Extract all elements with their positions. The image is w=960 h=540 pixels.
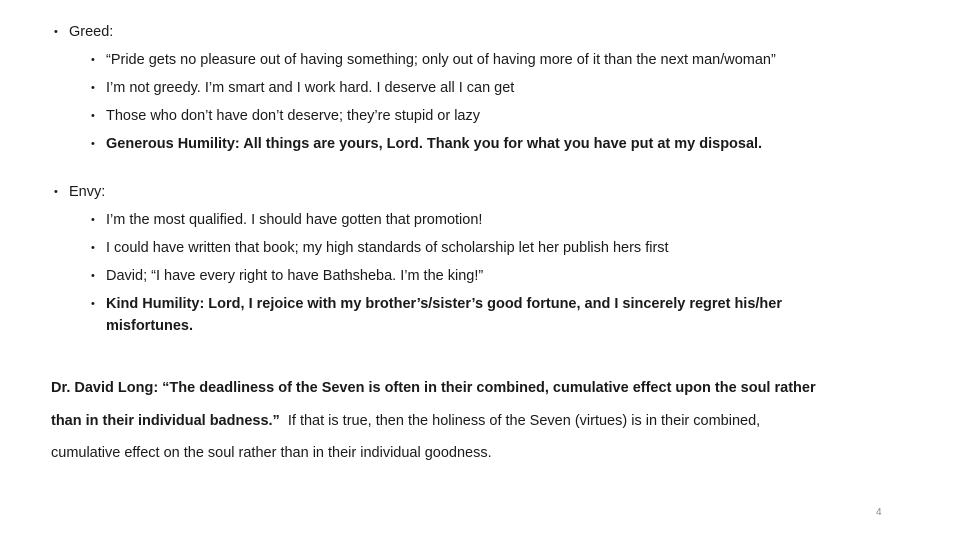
bullet-envy-3: • bbox=[91, 270, 95, 282]
envy-item-4-cont: misfortunes. bbox=[106, 318, 194, 334]
bullet-greed: • bbox=[54, 26, 58, 38]
quote-line-1: Dr. David Long: “The deadliness of the Seven is often in their combined, cumulative effect upon the soul rather bbox=[51, 380, 816, 396]
page-number: 4 bbox=[876, 507, 882, 518]
bullet-greed-2: • bbox=[91, 82, 95, 94]
envy-item-2: I could have written that book; my high standards of scholarship let her publish hers first bbox=[106, 240, 669, 256]
envy-item-3: David; “I have every right to have Bathsheba. I’m the king!” bbox=[106, 268, 484, 284]
quote-line-2-normal: If that is true, then the holiness of the Seven (virtues) is in their combined, bbox=[279, 413, 761, 429]
greed-item-2: I’m not greedy. I’m smart and I work hard. I deserve all I can get bbox=[106, 80, 515, 96]
bullet-greed-1: • bbox=[91, 54, 95, 66]
greed-item-1: “Pride gets no pleasure out of having something; only out of having more of it than the next man/woman” bbox=[106, 52, 776, 68]
envy-heading: Envy: bbox=[69, 184, 106, 200]
bullet-envy: • bbox=[54, 186, 58, 198]
envy-item-4: Kind Humility: Lord, I rejoice with my brother’s/sister’s good fortune, and I sincerely regret his/her bbox=[106, 296, 782, 312]
bullet-envy-2: • bbox=[91, 242, 95, 254]
quote-line-2-bold: than in their individual badness.” bbox=[51, 413, 280, 429]
bullet-greed-3: • bbox=[91, 110, 95, 122]
bullet-greed-4: • bbox=[91, 138, 95, 150]
greed-item-3: Those who don’t have don’t deserve; they’re stupid or lazy bbox=[106, 108, 480, 124]
greed-heading: Greed: bbox=[69, 24, 114, 40]
envy-item-1: I’m the most qualified. I should have gotten that promotion! bbox=[106, 212, 483, 228]
quote-line-3: cumulative effect on the soul rather than in their individual goodness. bbox=[51, 445, 492, 461]
quote-line-2 bbox=[51, 412, 760, 430]
bullet-envy-1: • bbox=[91, 214, 95, 226]
bullet-envy-4: • bbox=[91, 298, 95, 310]
greed-item-4: Generous Humility: All things are yours, Lord. Thank you for what you have put at my disposal. bbox=[106, 136, 763, 152]
